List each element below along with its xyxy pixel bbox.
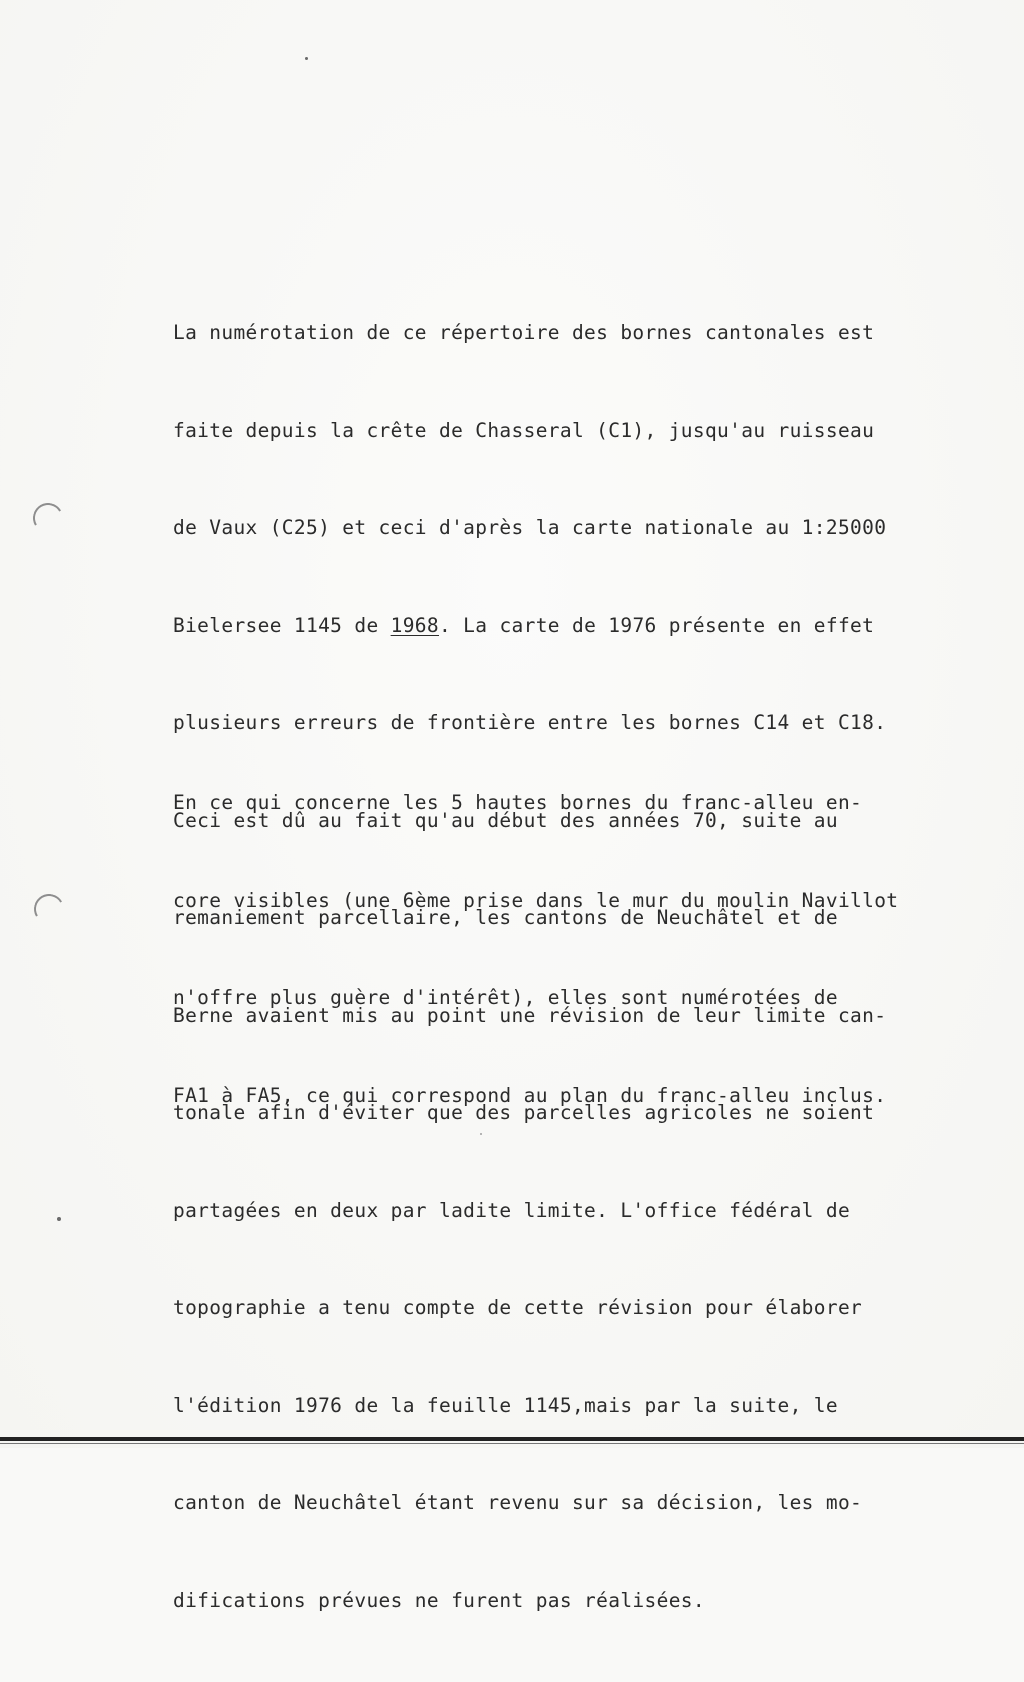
text-line bbox=[173, 610, 886, 643]
text-line: de Vaux (C25) et ceci d'après la carte nationale au 1:25000 bbox=[173, 516, 887, 539]
underlined-year: 1968 bbox=[390, 613, 439, 637]
punch-hole-icon bbox=[31, 891, 68, 928]
text-line: canton de Neuchâtel étant revenu sur sa décision, les mo- bbox=[173, 1491, 863, 1514]
text-line: faite depuis la crête de Chasseral (C1), jusqu'au ruisseau bbox=[173, 418, 875, 442]
text-line: La numérotation de ce répertoire des bornes cantonales est bbox=[173, 321, 875, 344]
text-line: FA1 à FA5, ce qui correspond au plan du franc-alleu inclus. bbox=[173, 1083, 887, 1107]
scan-edge-line bbox=[0, 1437, 1024, 1441]
punch-hole-icon bbox=[30, 500, 67, 537]
text-line: Ceci est dû au fait qu'au début des années 70, suite au bbox=[173, 808, 838, 832]
scan-edge-line bbox=[0, 1443, 1024, 1444]
text-line: En ce qui concerne les 5 hautes bornes du franc-alleu en- bbox=[173, 791, 863, 814]
text-line: difications prévues ne furent pas réalisées. bbox=[173, 1588, 705, 1612]
text-segment: Bielersee 1145 de bbox=[173, 613, 391, 637]
ink-speck bbox=[305, 57, 308, 60]
text-line: tonale afin d'éviter que des parcelles agricoles ne soient bbox=[173, 1101, 875, 1124]
ink-speck bbox=[57, 1217, 61, 1221]
text-line: topographie a tenu compte de cette révision pour élaborer bbox=[173, 1296, 863, 1319]
paragraph-franc-alleu bbox=[173, 722, 898, 1177]
text-line: n'offre plus guère d'intérêt), elles sont numérotées de bbox=[173, 986, 838, 1009]
text-line: remaniement parcellaire, les cantons de Neuchâtel et de bbox=[173, 906, 838, 929]
text-line: plusieurs erreurs de frontière entre les bornes C14 et C18. bbox=[173, 711, 887, 734]
text-line: core visibles (une 6ème prise dans le mur du moulin Navillot bbox=[173, 888, 899, 912]
text-line: l'édition 1976 de la feuille 1145,mais par la suite, le bbox=[173, 1393, 838, 1417]
text-line: partagées en deux par ladite limite. L'office fédéral de bbox=[173, 1198, 851, 1222]
text-segment: . La carte de 1976 présente en effet bbox=[439, 613, 875, 637]
text-line: Berne avaient mis au point une révision de leur limite can- bbox=[173, 1003, 887, 1027]
